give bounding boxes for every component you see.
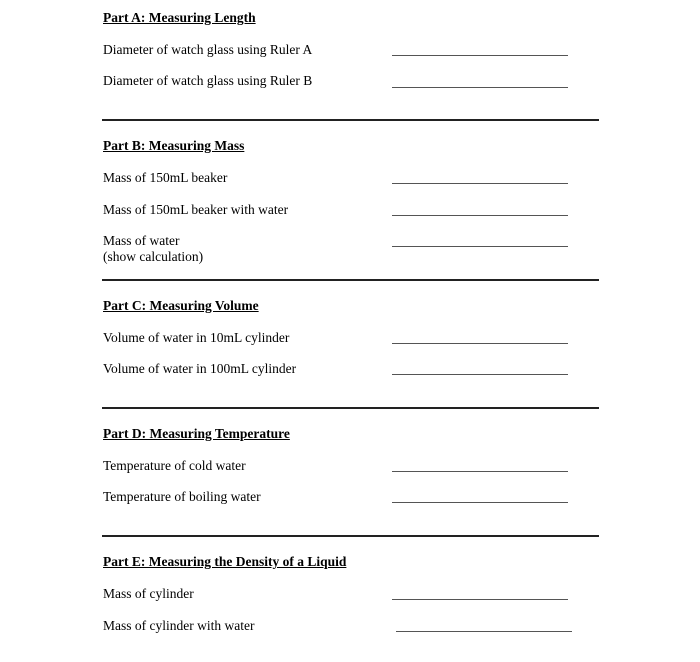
part-e-heading: Part E: Measuring the Density of a Liquid <box>103 554 347 569</box>
part-e-cylinder-water-answer-line[interactable] <box>396 631 572 632</box>
part-d-row-boiling-label: Temperature of boiling water <box>103 489 261 504</box>
part-c-row-100ml-label: Volume of water in 100mL cylinder <box>103 361 297 376</box>
part-e-row-cylinder-water-label: Mass of cylinder with water <box>103 618 255 633</box>
part-d-row-cold-label: Temperature of cold water <box>103 458 246 473</box>
part-b-heading: Part B: Measuring Mass <box>103 138 245 153</box>
part-b-water-answer-line[interactable] <box>392 246 568 247</box>
part-d-heading: Part D: Measuring Temperature <box>103 426 290 441</box>
part-a-ruler-b-answer-line[interactable] <box>392 87 568 88</box>
section-divider <box>102 279 599 281</box>
section-divider <box>102 535 599 537</box>
part-e-row-cylinder-label: Mass of cylinder <box>103 586 194 601</box>
part-b-row-water-note: (show calculation) <box>103 249 204 264</box>
part-d-cold-answer-line[interactable] <box>392 471 568 472</box>
part-a-ruler-a-answer-line[interactable] <box>392 55 568 56</box>
part-b-beaker-water-answer-line[interactable] <box>392 215 568 216</box>
part-a-row-ruler-b-label: Diameter of watch glass using Ruler B <box>103 73 313 88</box>
part-b-row-beaker-label: Mass of 150mL beaker <box>103 170 228 185</box>
part-c-100ml-answer-line[interactable] <box>392 374 568 375</box>
part-c-row-10ml-label: Volume of water in 10mL cylinder <box>103 330 290 345</box>
section-divider <box>102 119 599 121</box>
part-c-10ml-answer-line[interactable] <box>392 343 568 344</box>
part-b-beaker-answer-line[interactable] <box>392 183 568 184</box>
part-b-row-water-label: Mass of water <box>103 233 180 248</box>
part-a-row-ruler-a-label: Diameter of watch glass using Ruler A <box>103 42 313 57</box>
part-c-heading: Part C: Measuring Volume <box>103 298 259 313</box>
part-d-boiling-answer-line[interactable] <box>392 502 568 503</box>
part-a-heading: Part A: Measuring Length <box>103 10 256 25</box>
part-b-row-beaker-water-label: Mass of 150mL beaker with water <box>103 202 289 217</box>
section-divider <box>102 407 599 409</box>
part-e-cylinder-answer-line[interactable] <box>392 599 568 600</box>
